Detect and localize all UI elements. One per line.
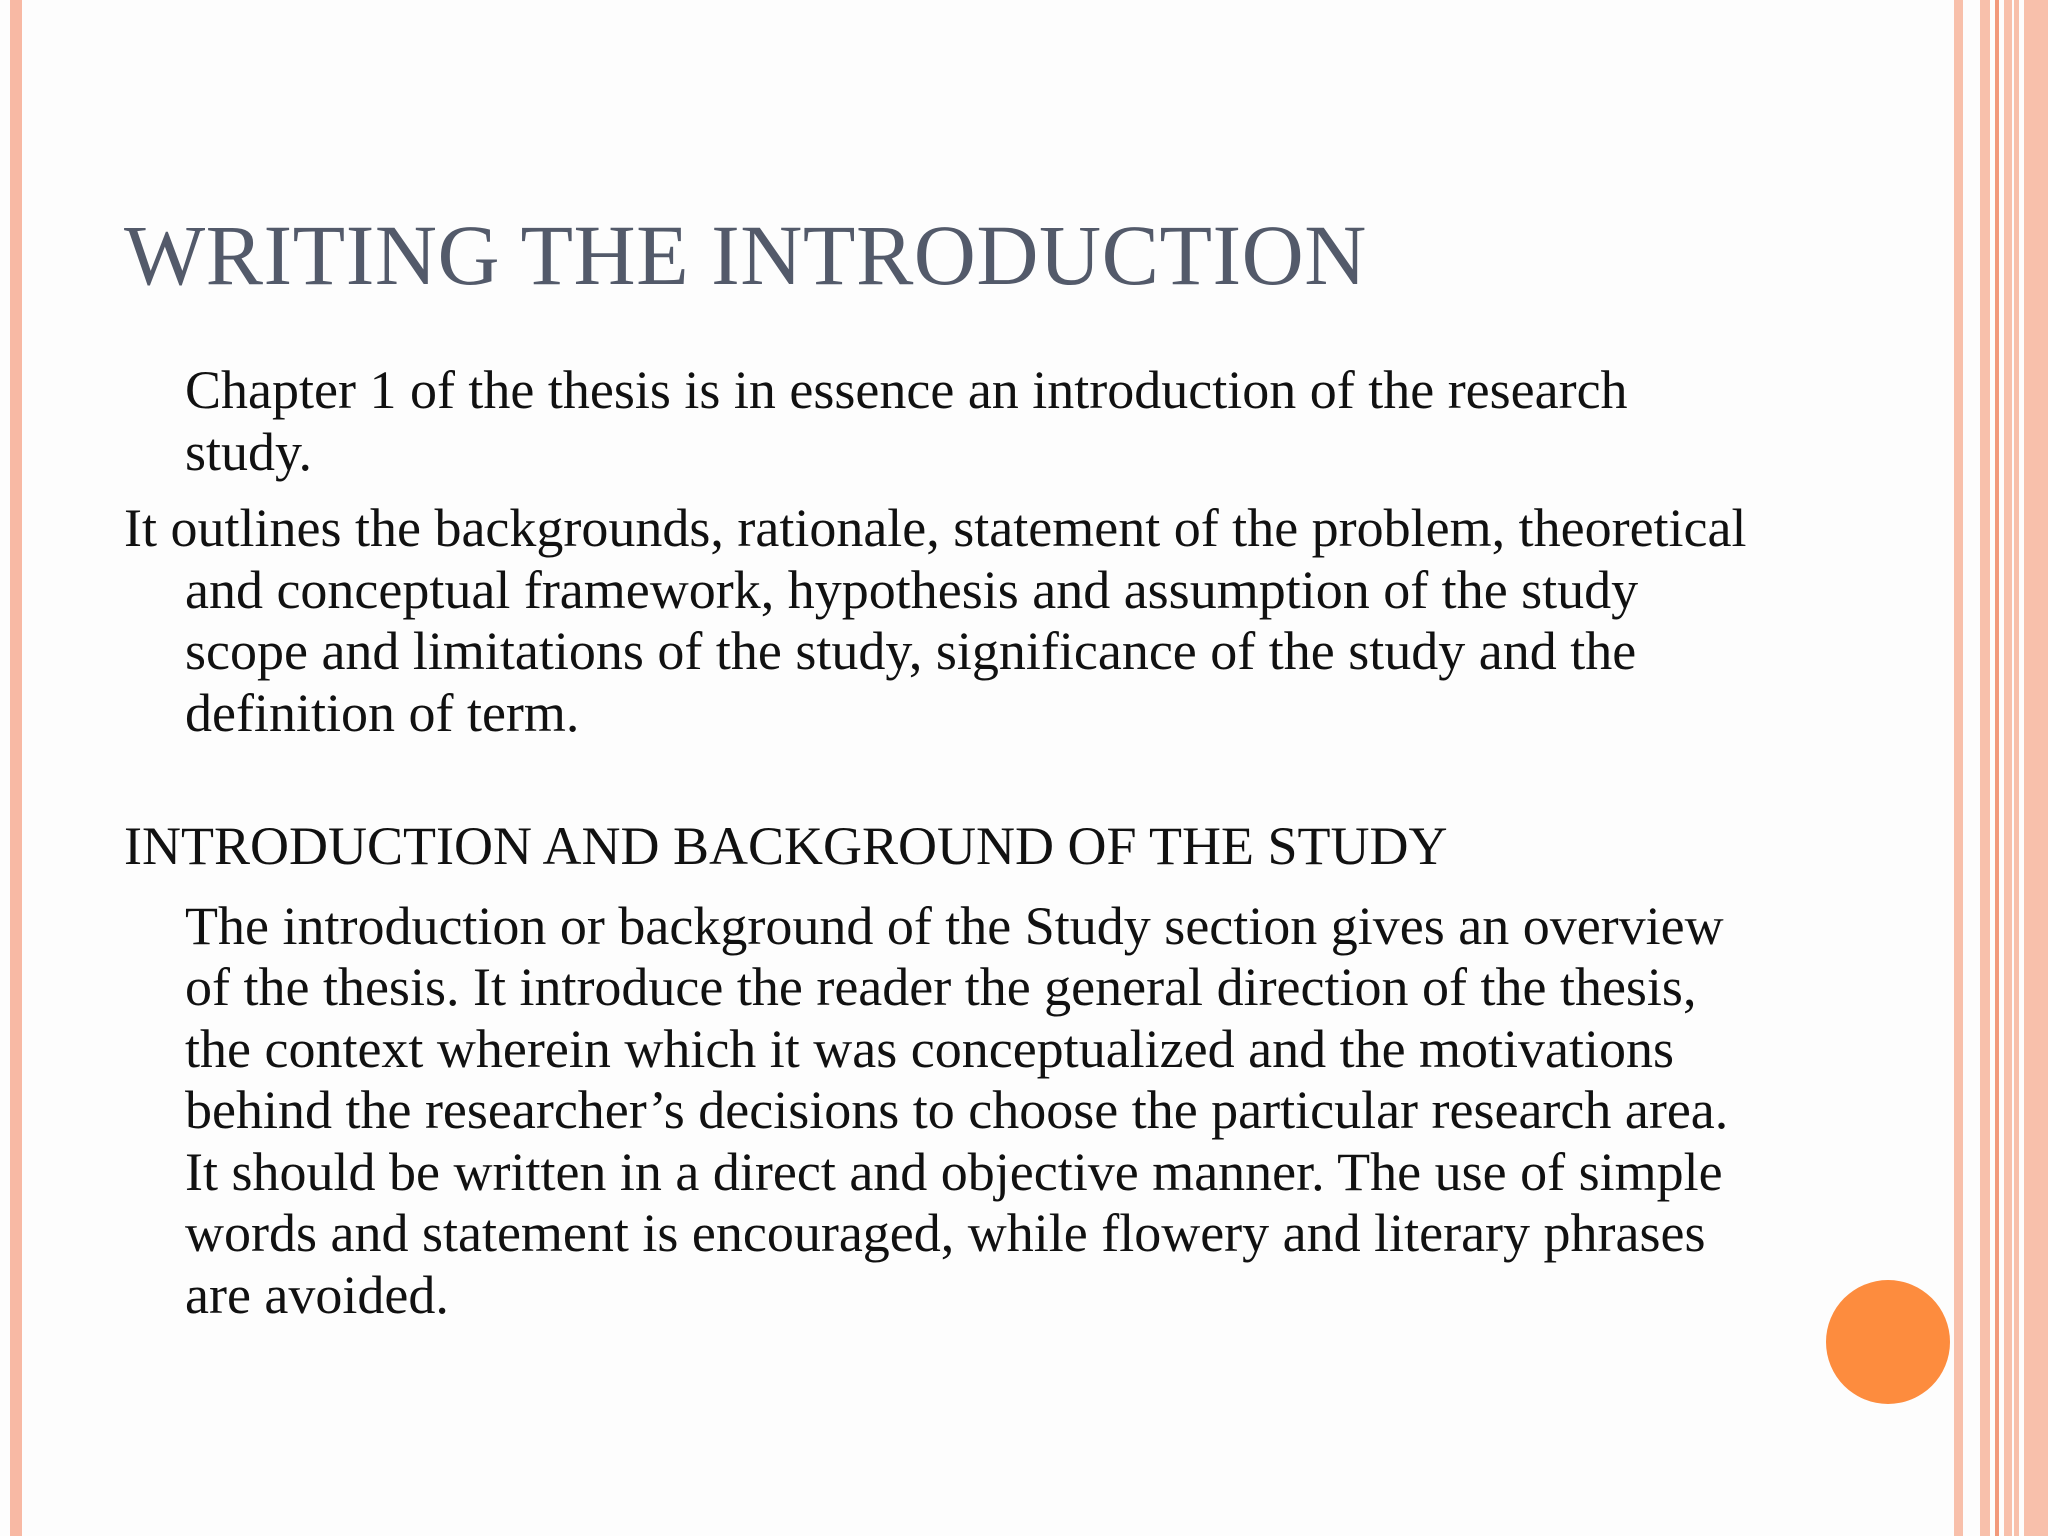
outline-paragraph: It outlines the backgrounds, rationale, statement of the problem, theoretical and conceptual framework, hypothesis and assumption of the study scope and limitations of the study, significance of the study and the definition of term. <box>124 498 1747 743</box>
right-accent-stripe <box>1954 0 1963 1536</box>
left-accent-bar <box>10 0 22 1536</box>
right-accent-stripe <box>1995 0 1999 1536</box>
intro-paragraph: Chapter 1 of the thesis is in essence an introduction of the research study. <box>185 360 1628 482</box>
section-paragraph: The introduction or background of the Study section gives an overview of the thesis. It introduce the reader the general direction of the thesis, the context wherein which it was conceptualized and the motivations behind the researcher’s decisions to choose the particular research area. It should be written in a direct and objective manner. The use of simple words and statement is encouraged, while flowery and literary phrases are avoided. <box>185 895 1729 1325</box>
orange-circle-icon <box>1826 1280 1950 1404</box>
right-accent-stripe <box>2004 0 2012 1536</box>
right-accent-stripe <box>2014 0 2019 1536</box>
slide-title: WRITING THE INTRODUCTION <box>124 207 1367 303</box>
section-heading: INTRODUCTION AND BACKGROUND OF THE STUDY <box>124 816 1448 876</box>
slide-body <box>124 360 1764 1326</box>
right-accent-stripe <box>1980 0 1990 1536</box>
right-accent-stripe <box>2024 0 2048 1536</box>
